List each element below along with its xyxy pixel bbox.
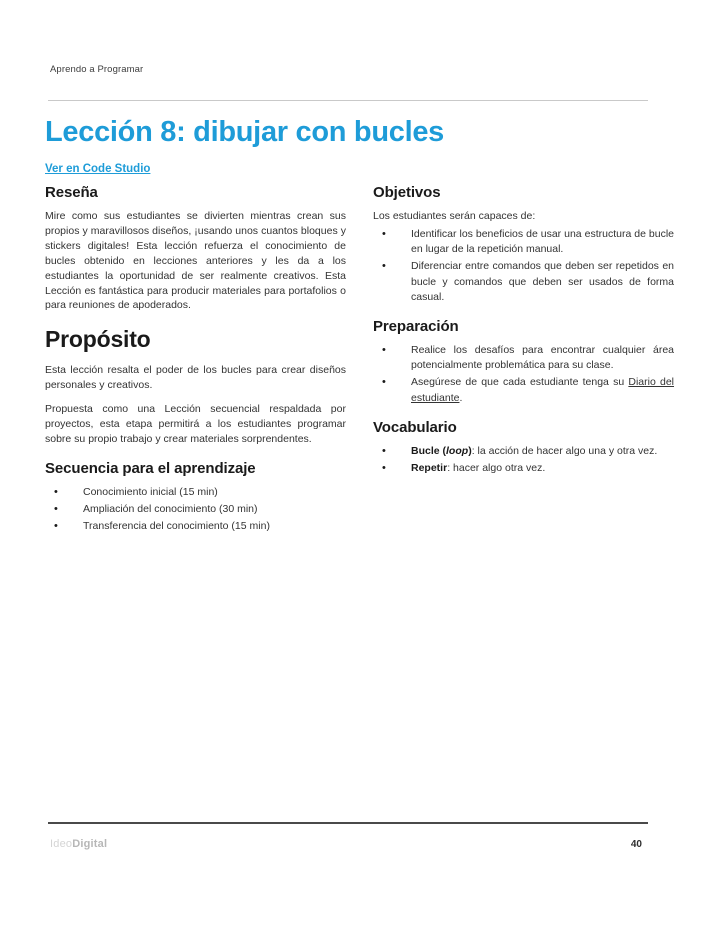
logo-text-bold: Digital — [72, 838, 108, 850]
preparacion-list — [373, 343, 674, 406]
objetivos-heading: Objetivos — [373, 184, 441, 201]
content-columns — [45, 184, 675, 539]
ideodigital-logo — [50, 838, 107, 850]
footer-divider — [48, 822, 648, 824]
resena-heading: Reseña — [45, 184, 98, 201]
vocab-term-italic: loop — [446, 444, 469, 457]
preparacion-heading: Preparación — [373, 318, 459, 335]
resena-paragraph: Mire como sus estudiantes se divierten mientras crean sus propios y maravillosos diseños, ¡usando unos cuantos bloques y stickers digitales! Esta lección refuerza el conocimiento de bucles obtenido en lecciones anteriores y les da a los estudiantes la oportunidad de ser realmente creativos. Esta Lección es fantástica para producir materiales para portafolios o para reuniones de apoderados. — [45, 210, 346, 312]
list-item: • Conocimiento inicial (15 min) — [45, 485, 346, 500]
vocabulario-heading: Vocabulario — [373, 418, 457, 436]
vocab-definition: : la acción de hacer algo una y otra vez. — [471, 444, 658, 457]
list-item — [373, 375, 674, 405]
list-item: • Realice los desafíos para encontrar cualquier área potencialmente problemática para su clase. — [373, 343, 674, 373]
list-item: • Transferencia del conocimiento (15 min) — [45, 519, 346, 534]
page-footer — [50, 838, 642, 850]
page-title: Lección 8: dibujar con bucles — [45, 116, 444, 148]
list-item — [373, 444, 674, 459]
code-studio-link[interactable]: Ver en Code Studio — [45, 163, 151, 175]
header-divider — [48, 100, 648, 101]
preparacion-item-suffix: . — [459, 391, 463, 404]
vocab-definition: : hacer algo otra vez. — [447, 462, 546, 475]
vocab-term: Bucle ( — [411, 444, 447, 457]
preparacion-item-text: Asegúrese de que cada estudiante tenga su — [411, 376, 629, 389]
vocabulario-list — [373, 444, 674, 476]
secuencia-list — [45, 485, 346, 535]
diario-estudiante-link[interactable]: Diario del estudiante — [411, 376, 675, 404]
proposito-paragraph-2: Propuesta como una Lección secuencial respaldada por proyectos, esta etapa permitirá a los estudiantes programar sobre su propio trabajo y crear materiales sorprendentes. — [45, 403, 346, 445]
vocab-term-close: ) — [468, 444, 472, 457]
proposito-heading: Propósito — [45, 326, 151, 353]
objetivos-list — [373, 227, 674, 305]
objetivos-intro: Los estudiantes serán capaces de: — [373, 210, 536, 222]
secuencia-heading: Secuencia para el aprendizaje — [45, 459, 256, 477]
page-number: 40 — [630, 839, 642, 850]
list-item: • Diferenciar entre comandos que deben ser repetidos en bucle y comandos que deben ser usados de forma casual. — [373, 259, 674, 305]
right-column — [373, 184, 674, 539]
brand-text: Aprendo a Programar — [50, 64, 144, 75]
list-item — [373, 461, 674, 476]
list-item: • Ampliación del conocimiento (30 min) — [45, 502, 346, 517]
proposito-paragraph-1: Esta lección resalta el poder de los bucles para crear diseños personales y creativos. — [45, 364, 346, 392]
vocab-term: Repetir — [411, 462, 448, 475]
logo-text-light: Ideo — [50, 838, 73, 850]
left-column — [45, 184, 346, 539]
list-item: • Identificar los beneficios de usar una estructura de bucle en lugar de la repetición manual. — [373, 227, 674, 257]
